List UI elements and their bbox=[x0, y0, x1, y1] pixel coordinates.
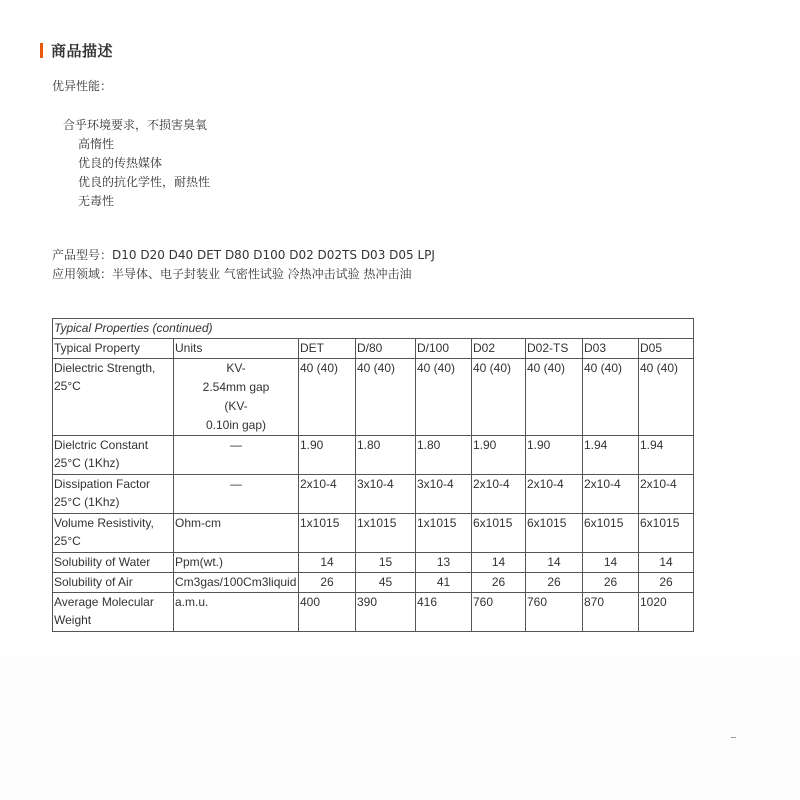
units-line: (KV- bbox=[224, 399, 248, 413]
typical-properties-table bbox=[52, 318, 694, 632]
value-cell: 40 (40) bbox=[639, 359, 694, 436]
value-cell: 760 bbox=[526, 593, 583, 632]
value-cell: 26 bbox=[299, 573, 356, 593]
units-cell: — bbox=[174, 436, 299, 475]
value-cell: 40 (40) bbox=[299, 359, 356, 436]
value-cell: 45 bbox=[356, 573, 416, 593]
value-cell: 3x10-4 bbox=[356, 475, 416, 514]
section-title: 商品描述 bbox=[51, 41, 114, 60]
value-cell: 1x1015 bbox=[299, 514, 356, 553]
value-cell: 1.90 bbox=[472, 436, 526, 475]
feature-item: 优良的传热媒体 bbox=[78, 156, 163, 170]
section-accent-bar bbox=[40, 43, 43, 58]
performance-heading: 优异性能： bbox=[52, 79, 113, 93]
value-cell: 40 (40) bbox=[472, 359, 526, 436]
value-cell: 26 bbox=[472, 573, 526, 593]
value-cell: 400 bbox=[299, 593, 356, 632]
value-cell: 40 (40) bbox=[356, 359, 416, 436]
value-cell: 6x1015 bbox=[639, 514, 694, 553]
section-header bbox=[40, 40, 113, 60]
value-cell: 14 bbox=[639, 553, 694, 573]
features-lead: 合乎环境要求，不损害臭氧 bbox=[63, 118, 208, 132]
property-cell: Dielctric Constant 25°C (1Khz) bbox=[53, 436, 174, 475]
value-cell: 2x10-4 bbox=[583, 475, 639, 514]
feature-item: 高惰性 bbox=[78, 137, 115, 151]
value-cell: 2x10-4 bbox=[472, 475, 526, 514]
table-row bbox=[53, 514, 694, 553]
property-cell: Dissipation Factor 25°C (1Khz) bbox=[53, 475, 174, 514]
value-cell: 6x1015 bbox=[526, 514, 583, 553]
divider bbox=[731, 737, 736, 738]
table-row bbox=[53, 475, 694, 514]
table-row bbox=[53, 593, 694, 632]
column-header: D/100 bbox=[416, 339, 472, 359]
value-cell: 14 bbox=[583, 553, 639, 573]
column-header: D02-TS bbox=[526, 339, 583, 359]
units-cell: a.m.u. bbox=[174, 593, 299, 632]
value-cell: 2x10-4 bbox=[526, 475, 583, 514]
table-row bbox=[53, 359, 694, 436]
value-cell: 15 bbox=[356, 553, 416, 573]
units-cell bbox=[174, 359, 299, 436]
table-caption: Typical Properties (continued) bbox=[53, 319, 694, 339]
value-cell: 14 bbox=[526, 553, 583, 573]
value-cell: 1x1015 bbox=[356, 514, 416, 553]
value-cell: 26 bbox=[526, 573, 583, 593]
property-cell: Solubility of Air bbox=[53, 573, 174, 593]
property-cell: Volume Resistivity, 25°C bbox=[53, 514, 174, 553]
table-row bbox=[53, 436, 694, 475]
value-cell: 416 bbox=[416, 593, 472, 632]
value-cell: 2x10-4 bbox=[299, 475, 356, 514]
value-cell: 6x1015 bbox=[583, 514, 639, 553]
value-cell: 14 bbox=[299, 553, 356, 573]
table-row bbox=[53, 553, 694, 573]
value-cell: 1.90 bbox=[526, 436, 583, 475]
column-header: D05 bbox=[639, 339, 694, 359]
value-cell: 40 (40) bbox=[416, 359, 472, 436]
feature-item: 无毒性 bbox=[78, 194, 115, 208]
value-cell: 26 bbox=[639, 573, 694, 593]
value-cell: 2x10-4 bbox=[639, 475, 694, 514]
column-header: D/80 bbox=[356, 339, 416, 359]
column-header: Typical Property bbox=[53, 339, 174, 359]
value-cell: 40 (40) bbox=[583, 359, 639, 436]
value-cell: 40 (40) bbox=[526, 359, 583, 436]
property-cell: Solubility of Water bbox=[53, 553, 174, 573]
value-cell: 26 bbox=[583, 573, 639, 593]
column-header: D03 bbox=[583, 339, 639, 359]
value-cell: 6x1015 bbox=[472, 514, 526, 553]
units-line: 2.54mm gap bbox=[202, 380, 270, 394]
product-models: 产品型号：D10 D20 D40 DET D80 D100 D02 D02TS D03 D05 LPJ bbox=[52, 248, 435, 262]
column-header: DET bbox=[299, 339, 356, 359]
units-cell: Cm3gas/100Cm3liquid bbox=[174, 573, 299, 593]
units-cell: Ohm-cm bbox=[174, 514, 299, 553]
value-cell: 870 bbox=[583, 593, 639, 632]
table-header-row bbox=[53, 339, 694, 359]
value-cell: 14 bbox=[472, 553, 526, 573]
value-cell: 1.80 bbox=[356, 436, 416, 475]
value-cell: 1.80 bbox=[416, 436, 472, 475]
units-line: 0.10in gap) bbox=[205, 418, 267, 432]
value-cell: 1.94 bbox=[583, 436, 639, 475]
units-line: KV- bbox=[226, 361, 246, 375]
value-cell: 13 bbox=[416, 553, 472, 573]
value-cell: 3x10-4 bbox=[416, 475, 472, 514]
value-cell: 1020 bbox=[639, 593, 694, 632]
page-bottom-area bbox=[0, 655, 800, 800]
feature-item: 优良的抗化学性，耐热性 bbox=[78, 175, 211, 189]
property-cell: Dielectric Strength, 25°C bbox=[53, 359, 174, 436]
value-cell: 1.90 bbox=[299, 436, 356, 475]
value-cell: 1x1015 bbox=[416, 514, 472, 553]
units-cell: — bbox=[174, 475, 299, 514]
column-header: D02 bbox=[472, 339, 526, 359]
value-cell: 1.94 bbox=[639, 436, 694, 475]
value-cell: 760 bbox=[472, 593, 526, 632]
column-header: Units bbox=[174, 339, 299, 359]
property-cell: Average Molecular Weight bbox=[53, 593, 174, 632]
value-cell: 390 bbox=[356, 593, 416, 632]
value-cell: 41 bbox=[416, 573, 472, 593]
units-cell: Ppm(wt.) bbox=[174, 553, 299, 573]
table-row bbox=[53, 573, 694, 593]
application-fields: 应用领域：半导体、电子封装业 气密性试验 冷热冲击试验 热冲击油 bbox=[52, 267, 412, 281]
